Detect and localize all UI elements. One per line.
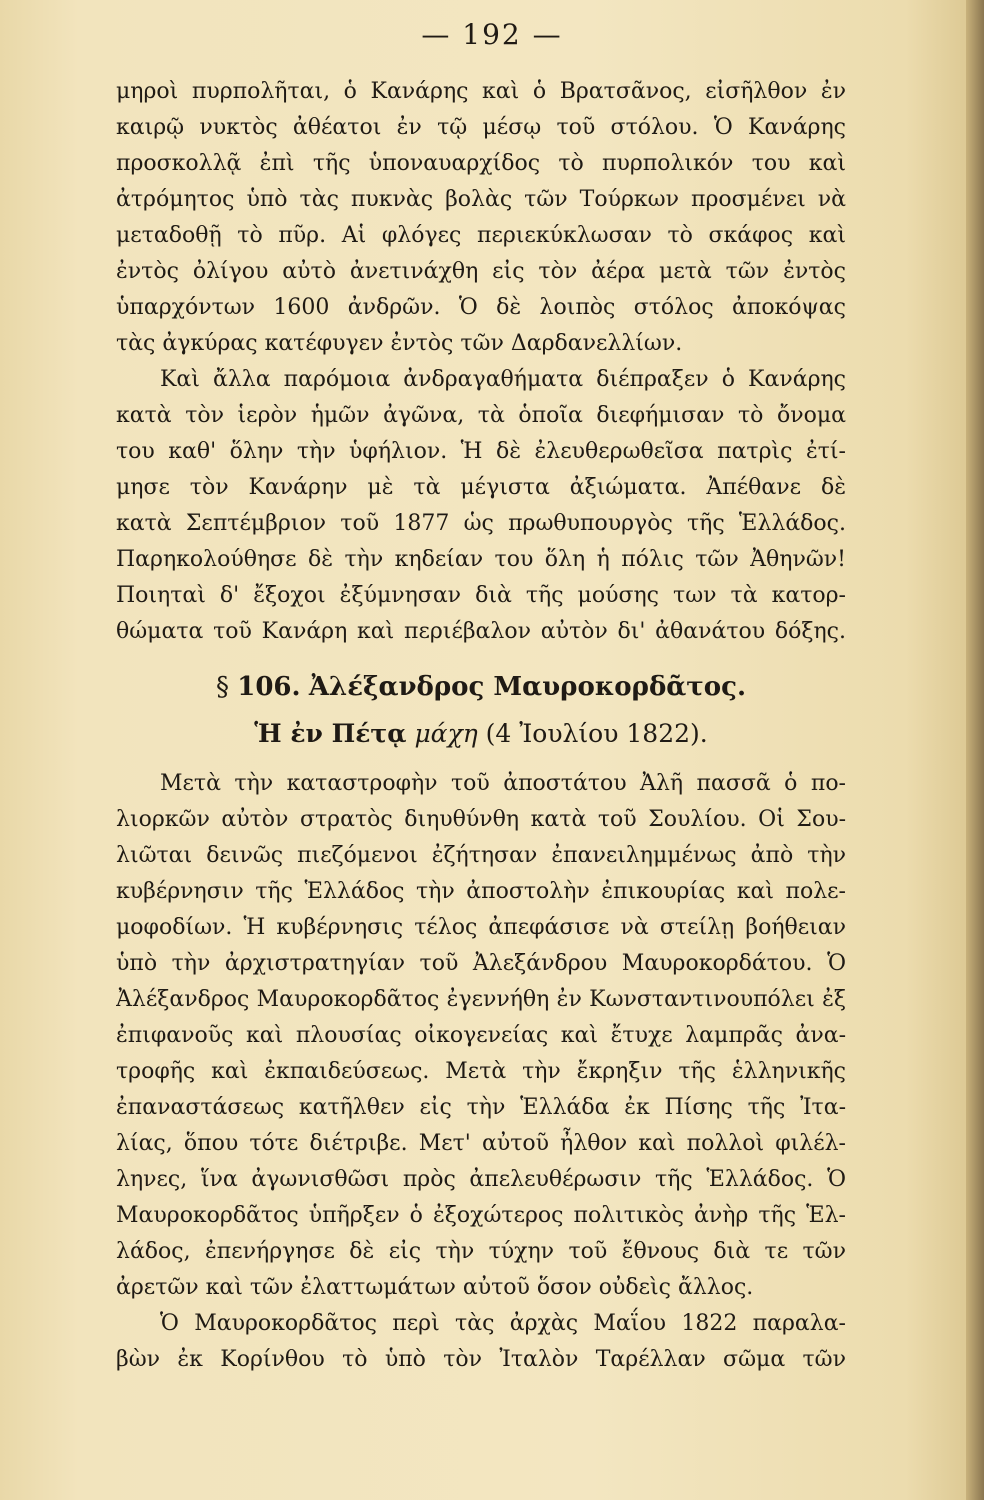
text-line: καιρῷ νυκτὸς ἀθέατοι ἐν τῷ μέσῳ τοῦ στόλου. Ὁ Κανάρης <box>116 115 846 140</box>
text-line: Ἀλέξανδρος Μαυροκορδᾶτος ἐγεννήθη ἐν Κωνσταντινουπόλει ἐξ <box>116 987 846 1012</box>
section-symbol: § <box>215 672 229 702</box>
subtitle-italic: μάχη <box>414 719 478 748</box>
paragraph-2 <box>116 362 846 650</box>
text-line: μεταδοθῇ τὸ πῦρ. Αἱ φλόγες περιεκύκλωσαν τὸ σκάφος καὶ <box>116 223 846 248</box>
text-line: τὰς ἀγκύρας κατέφυγεν ἐντὸς τῶν Δαρδανελλίων. <box>116 331 683 356</box>
text-line: του καθ' ὅλην τὴν ὑφήλιον. Ἡ δὲ ἐλευθερωθεῖσα πατρὶς ἐτί- <box>116 439 846 464</box>
subtitle-date: (4 Ἰουλίου 1822). <box>485 719 708 748</box>
text-line: λάδος, ἐπενήργησε δὲ εἰς τὴν τύχην τοῦ ἔθνους διὰ τε τῶν <box>116 1239 846 1264</box>
paragraph-3 <box>116 766 846 1306</box>
text-line: Ὁ Μαυροκορδᾶτος περὶ τὰς ἀρχὰς Μαΐου 1822 παραλα- <box>160 1311 846 1336</box>
text-line: βὼν ἐκ Κορίνθου τὸ ὑπὸ τὸν Ἰταλὸν Ταρέλλαν σῶμα τῶν <box>116 1347 846 1372</box>
text-line: τροφῆς καὶ ἐκπαιδεύσεως. Μετὰ τὴν ἔκρηξιν τῆς ἑλληνικῆς <box>116 1059 846 1084</box>
page-edge-shadow <box>966 0 984 1500</box>
text-line: ὑπαρχόντων 1600 ἀνδρῶν. Ὁ δὲ λοιπὸς στόλος ἀποκόψας <box>116 295 846 320</box>
text-line: κατὰ Σεπτέμβριον τοῦ 1877 ὡς πρωθυπουργὸς τῆς Ἑλλάδος. <box>116 511 846 536</box>
text-line: ληνες, ἵνα ἀγωνισθῶσι πρὸς ἀπελευθέρωσιν τῆς Ἑλλάδος. Ὁ <box>116 1167 846 1192</box>
text-body <box>116 74 846 1378</box>
text-line: ἀρετῶν καὶ τῶν ἐλαττωμάτων αὐτοῦ ὅσον οὐδεὶς ἄλλος. <box>116 1275 754 1300</box>
text-line: Μετὰ τὴν καταστροφὴν τοῦ ἀποστάτου Ἀλῆ πασσᾶ ὁ πο- <box>160 771 846 796</box>
text-line: λίας, ὅπου τότε διέτριβε. Μετ' αὐτοῦ ἦλθον καὶ πολλοὶ φιλέλ- <box>116 1131 846 1156</box>
text-line: Μαυροκορδᾶτος ὑπῆρξεν ὁ ἐξοχώτερος πολιτικὸς ἀνὴρ τῆς Ἑλ- <box>116 1203 846 1228</box>
section-heading <box>116 668 846 706</box>
section-title: Ἀλέξανδρος Μαυροκορδᾶτος. <box>308 672 747 702</box>
text-line: κυβέρνησιν τῆς Ἑλλάδος τὴν ἀποστολὴν ἐπικουρίας καὶ πολε- <box>116 879 846 904</box>
text-line: ἀτρόμητος ὑπὸ τὰς πυκνὰς βολὰς τῶν Τούρκων προσμένει νὰ <box>116 187 846 212</box>
text-line: μηροὶ πυρπολῆται, ὁ Κανάρης καὶ ὁ Βρατσᾶνος, εἰσῆλθον ἐν <box>116 79 846 104</box>
page-number: — 192 — <box>421 18 563 51</box>
section-number: 106. <box>237 672 301 702</box>
paragraph-1 <box>116 74 846 362</box>
text-line: ὑπὸ τὴν ἀρχιστρατηγίαν τοῦ Ἀλεξάνδρου Μαυροκορδάτου. Ὁ <box>116 951 846 976</box>
text-line: προσκολλᾷ ἐπὶ τῆς ὑποναυαρχίδος τὸ πυρπολικόν του καὶ <box>116 151 846 176</box>
text-line: μησε τὸν Κανάρην μὲ τὰ μέγιστα ἀξιώματα. Ἀπέθανε δὲ <box>116 475 846 500</box>
text-line: κατὰ τὸν ἱερὸν ἡμῶν ἀγῶνα, τὰ ὁποῖα διεφήμισαν τὸ ὄνομα <box>116 403 846 428</box>
text-line: λιορκῶν αὐτὸν στρατὸς διηυθύνθη κατὰ τοῦ Σουλίου. Οἱ Σου- <box>116 807 846 832</box>
text-line: λιῶται δεινῶς πιεζόμενοι ἐζήτησαν ἐπανειλημμένως ἀπὸ τὴν <box>116 843 846 868</box>
text-line: θώματα τοῦ Κανάρη καὶ περιέβαλον αὐτὸν δι' ἀθανάτου δόξης. <box>116 619 846 644</box>
text-line: ἐντὸς ὀλίγου αὐτὸ ἀνετινάχθη εἰς τὸν ἀέρα μετὰ τῶν ἐντὸς <box>116 259 846 284</box>
text-line: ἐπαναστάσεως κατῆλθεν εἰς τὴν Ἑλλάδα ἐκ Πίσης τῆς Ἰτα- <box>116 1095 846 1120</box>
text-line: Ποιηταὶ δ' ἔξοχοι ἐξύμνησαν διὰ τῆς μούσης των τὰ κατορ- <box>116 583 846 608</box>
section-subtitle <box>116 716 846 752</box>
text-line: Παρηκολούθησε δὲ τὴν κηδείαν του ὅλη ἡ πόλις τῶν Ἀθηνῶν! <box>116 547 846 572</box>
text-line: ἐπιφανοῦς καὶ πλουσίας οἰκογενείας καὶ ἔτυχε λαμπρᾶς ἀνα- <box>116 1023 846 1048</box>
paragraph-4 <box>116 1306 846 1378</box>
subtitle-bold: Ἡ ἐν Πέτᾳ <box>254 719 407 748</box>
text-line: Καὶ ἄλλα παρόμοια ἀνδραγαθήματα διέπραξεν ὁ Κανάρης <box>160 367 846 392</box>
text-line: μοφοδίων. Ἡ κυβέρνησις τέλος ἀπεφάσισε νὰ στείλῃ βοήθειαν <box>116 915 846 940</box>
